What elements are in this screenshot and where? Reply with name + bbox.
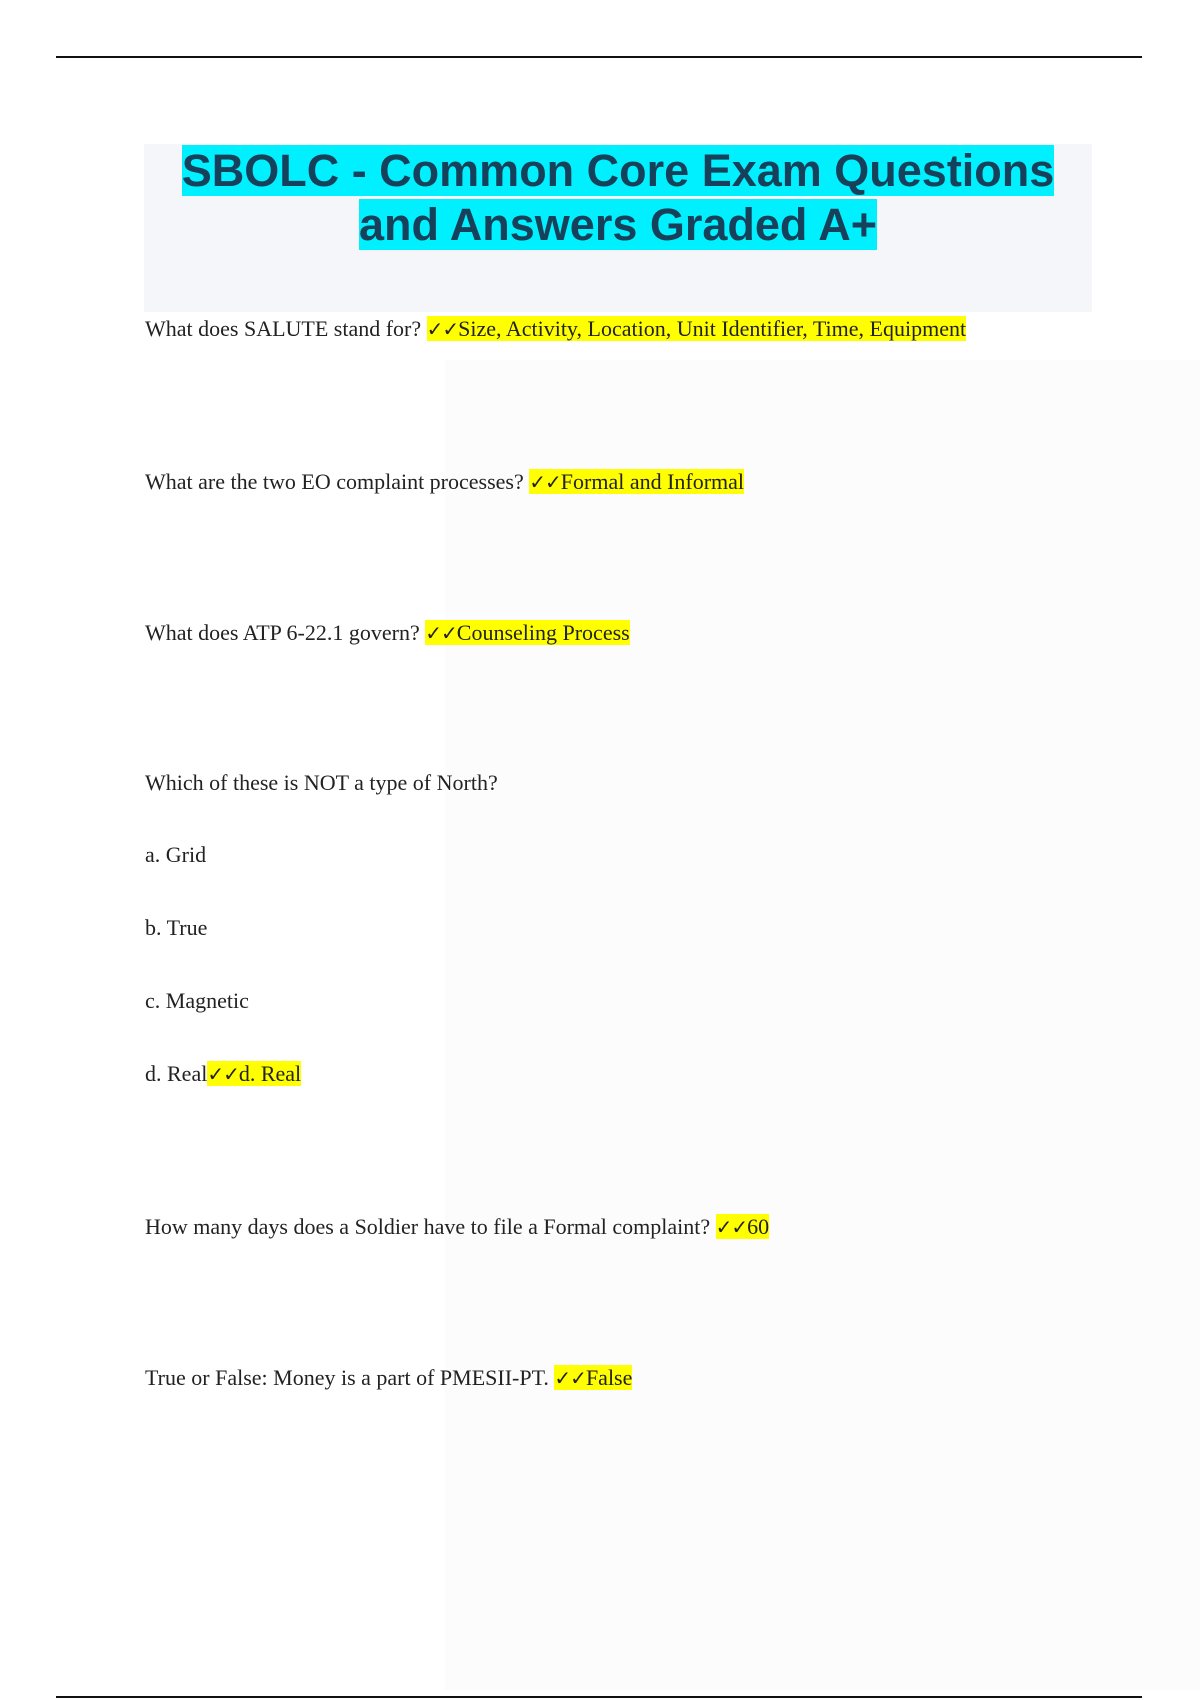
background-shade bbox=[445, 360, 1200, 1690]
answer-text: d. Real bbox=[238, 1061, 302, 1086]
question-text: What does ATP 6-22.1 govern? bbox=[145, 620, 420, 645]
title-line-2: and Answers Graded A+ bbox=[358, 199, 878, 250]
answer-highlight bbox=[425, 620, 629, 645]
mc-option: d. Real bbox=[145, 1061, 208, 1086]
qa-item bbox=[145, 1213, 769, 1241]
answer-text: Counseling Process bbox=[456, 620, 630, 645]
question-text: How many days does a Soldier have to file a Formal complaint? bbox=[145, 1214, 711, 1239]
title-line-1: SBOLC - Common Core Exam Questions bbox=[181, 145, 1055, 196]
check-icon: ✓✓ bbox=[715, 1215, 748, 1239]
mc-option: b. True bbox=[145, 915, 208, 940]
mc-question: Which of these is NOT a type of North? bbox=[145, 770, 498, 795]
qa-item bbox=[145, 1364, 632, 1392]
answer-text: Size, Activity, Location, Unit Identifier, Time, Equipment bbox=[458, 316, 967, 341]
bottom-rule bbox=[56, 1696, 1142, 1698]
question-text: What does SALUTE stand for? bbox=[145, 316, 422, 341]
mc-option-with-answer bbox=[145, 1060, 301, 1088]
mc-option: c. Magnetic bbox=[145, 988, 249, 1013]
check-icon: ✓✓ bbox=[425, 621, 457, 645]
check-icon: ✓✓ bbox=[529, 470, 561, 494]
document-title bbox=[144, 144, 1092, 252]
qa-item bbox=[145, 315, 966, 343]
top-rule bbox=[56, 56, 1142, 58]
title-block bbox=[144, 144, 1092, 312]
answer-text: False bbox=[585, 1365, 633, 1390]
answer-highlight bbox=[427, 316, 966, 341]
qa-item bbox=[145, 619, 630, 647]
answer-highlight bbox=[716, 1214, 770, 1239]
answer-highlight bbox=[529, 469, 744, 494]
check-icon: ✓✓ bbox=[554, 1366, 586, 1390]
answer-highlight bbox=[207, 1061, 301, 1086]
question-text: True or False: Money is a part of PMESII-PT. bbox=[145, 1365, 549, 1390]
answer-highlight bbox=[554, 1365, 632, 1390]
question-text: What are the two EO complaint processes? bbox=[145, 469, 524, 494]
answer-text: Formal and Informal bbox=[560, 469, 745, 494]
answer-text: 60 bbox=[747, 1214, 770, 1239]
qa-item bbox=[145, 468, 744, 496]
mc-option: a. Grid bbox=[145, 842, 207, 867]
check-icon: ✓✓ bbox=[426, 317, 459, 341]
check-icon: ✓✓ bbox=[207, 1062, 239, 1086]
